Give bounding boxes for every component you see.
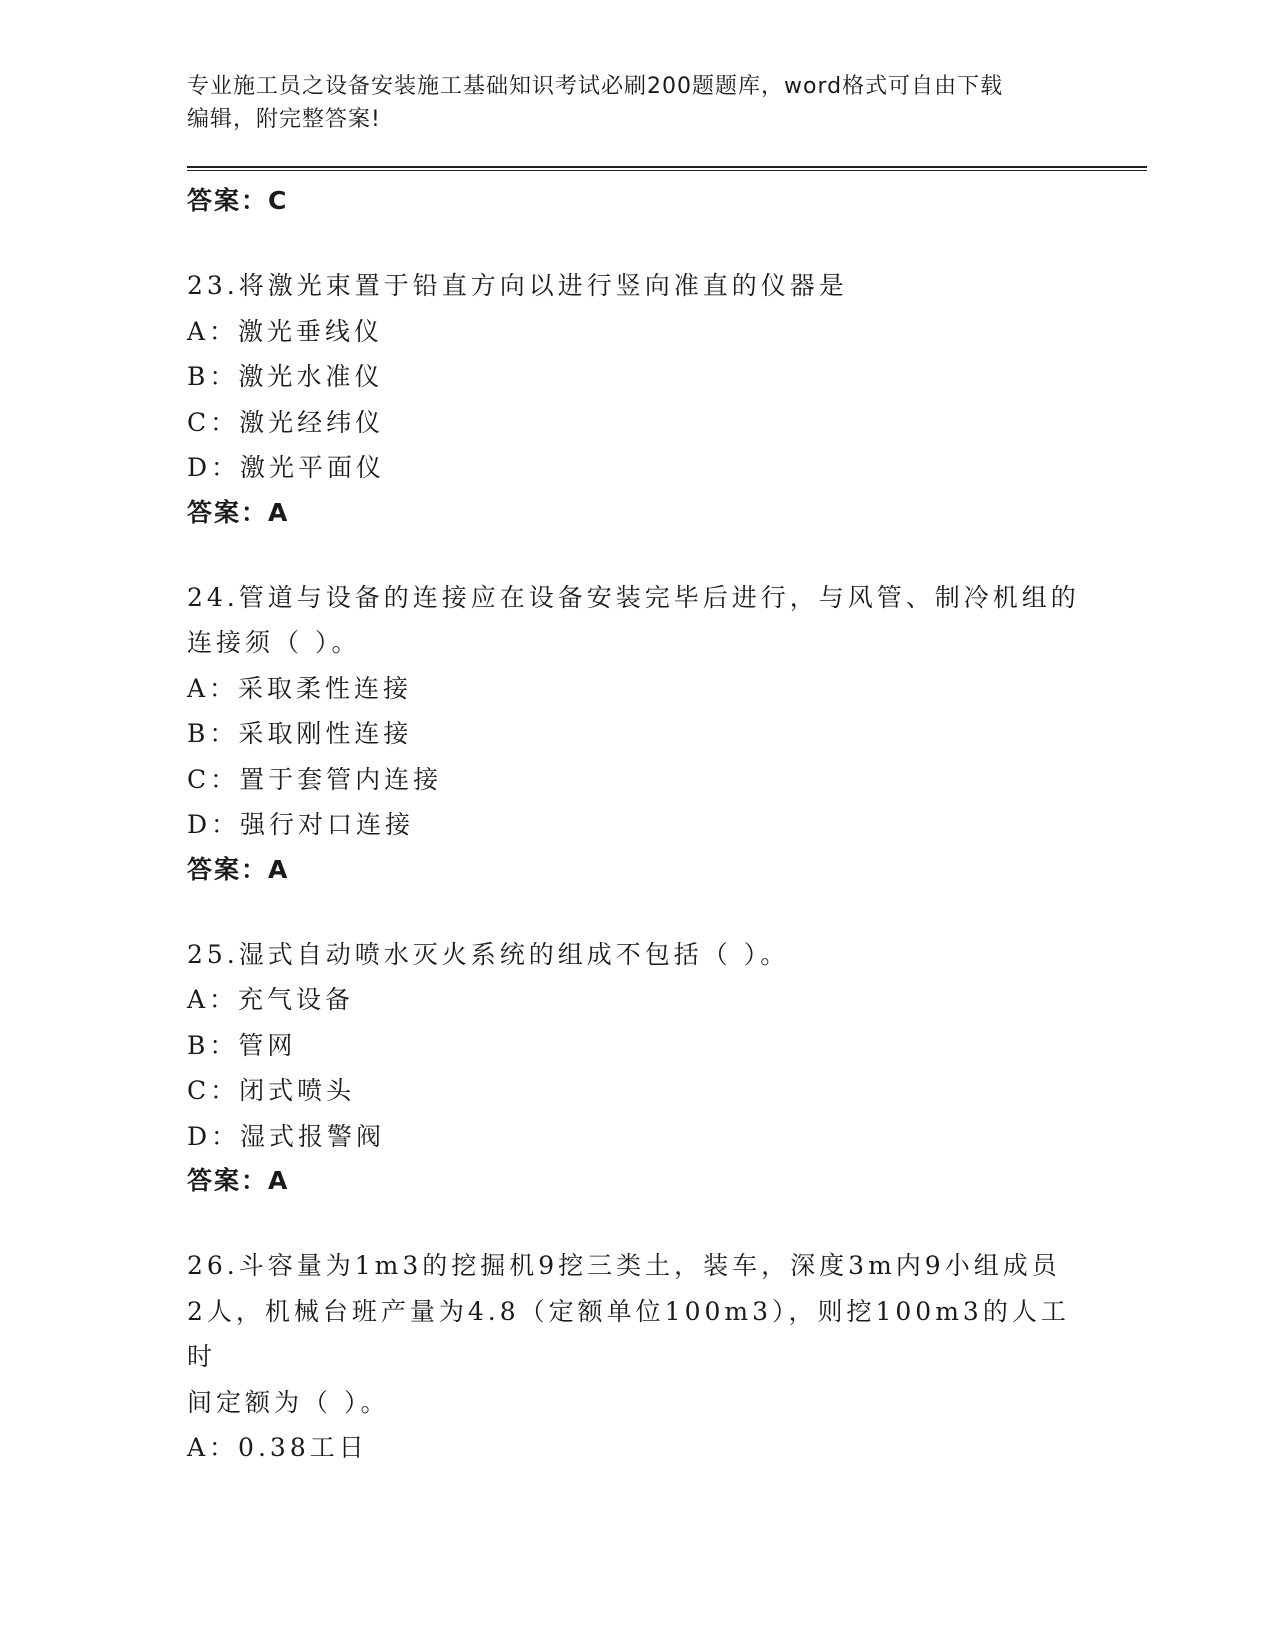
option-b: B：采取刚性连接 xyxy=(187,719,413,748)
option-b: B：管网 xyxy=(187,1030,297,1060)
question-text-line: 2人，机械台班产量为4.8（定额单位100m3），则挖100m3的人工时 xyxy=(187,1296,1070,1371)
option-c: C：置于套管内连接 xyxy=(187,764,443,794)
answer-line: 答案：A xyxy=(187,854,290,884)
header-line-2: 编辑，附完整答案! xyxy=(187,107,381,132)
option-d: D：激光平面仪 xyxy=(187,453,386,482)
header-divider xyxy=(187,166,1147,171)
question-text: 23.将激光束置于铅直方向以进行竖向准直的仪器是 xyxy=(187,271,848,300)
question-25 xyxy=(187,932,1147,1204)
header-line-1: 专业施工员之设备安装施工基础知识考试必刷200题题库，word格式可自由下载 xyxy=(187,74,1004,99)
question-23 xyxy=(187,263,1147,535)
answer-line: 答案：C xyxy=(187,186,289,215)
question-text-line: 间定额为（ ）。 xyxy=(187,1387,390,1417)
question-24 xyxy=(187,575,1147,892)
option-c: C：闭式喷头 xyxy=(187,1076,356,1105)
document-page xyxy=(187,70,1147,1471)
question-text xyxy=(187,1243,1087,1425)
question-text-line: 24.管道与设备的连接应在设备安装完毕后进行，与风管、制冷机组的 xyxy=(187,582,1080,612)
question-text: 25.湿式自动喷水灭火系统的组成不包括（ ）。 xyxy=(187,939,790,969)
option-a: A：采取柔性连接 xyxy=(187,673,413,703)
option-d: D：湿式报警阀 xyxy=(187,1121,386,1151)
option-a: A：充气设备 xyxy=(187,985,355,1014)
document-header xyxy=(187,70,1067,136)
question-text xyxy=(187,575,1087,666)
answer-line: 答案：A xyxy=(187,497,290,527)
question-text-line: 连接须（ ）。 xyxy=(187,628,361,657)
question-text-line: 26.斗容量为1m3的挖掘机9挖三类土，装车，深度3m内9小组成员 xyxy=(187,1251,1061,1280)
answer-line: 答案：A xyxy=(187,1166,290,1195)
question-26 xyxy=(187,1243,1147,1471)
option-a: A：激光垂线仪 xyxy=(187,316,384,346)
option-c: C：激光经纬仪 xyxy=(187,407,385,437)
option-d: D：强行对口连接 xyxy=(187,810,415,839)
option-b: B：激光水准仪 xyxy=(187,362,384,391)
option-a: A：0.38工日 xyxy=(187,1433,368,1462)
